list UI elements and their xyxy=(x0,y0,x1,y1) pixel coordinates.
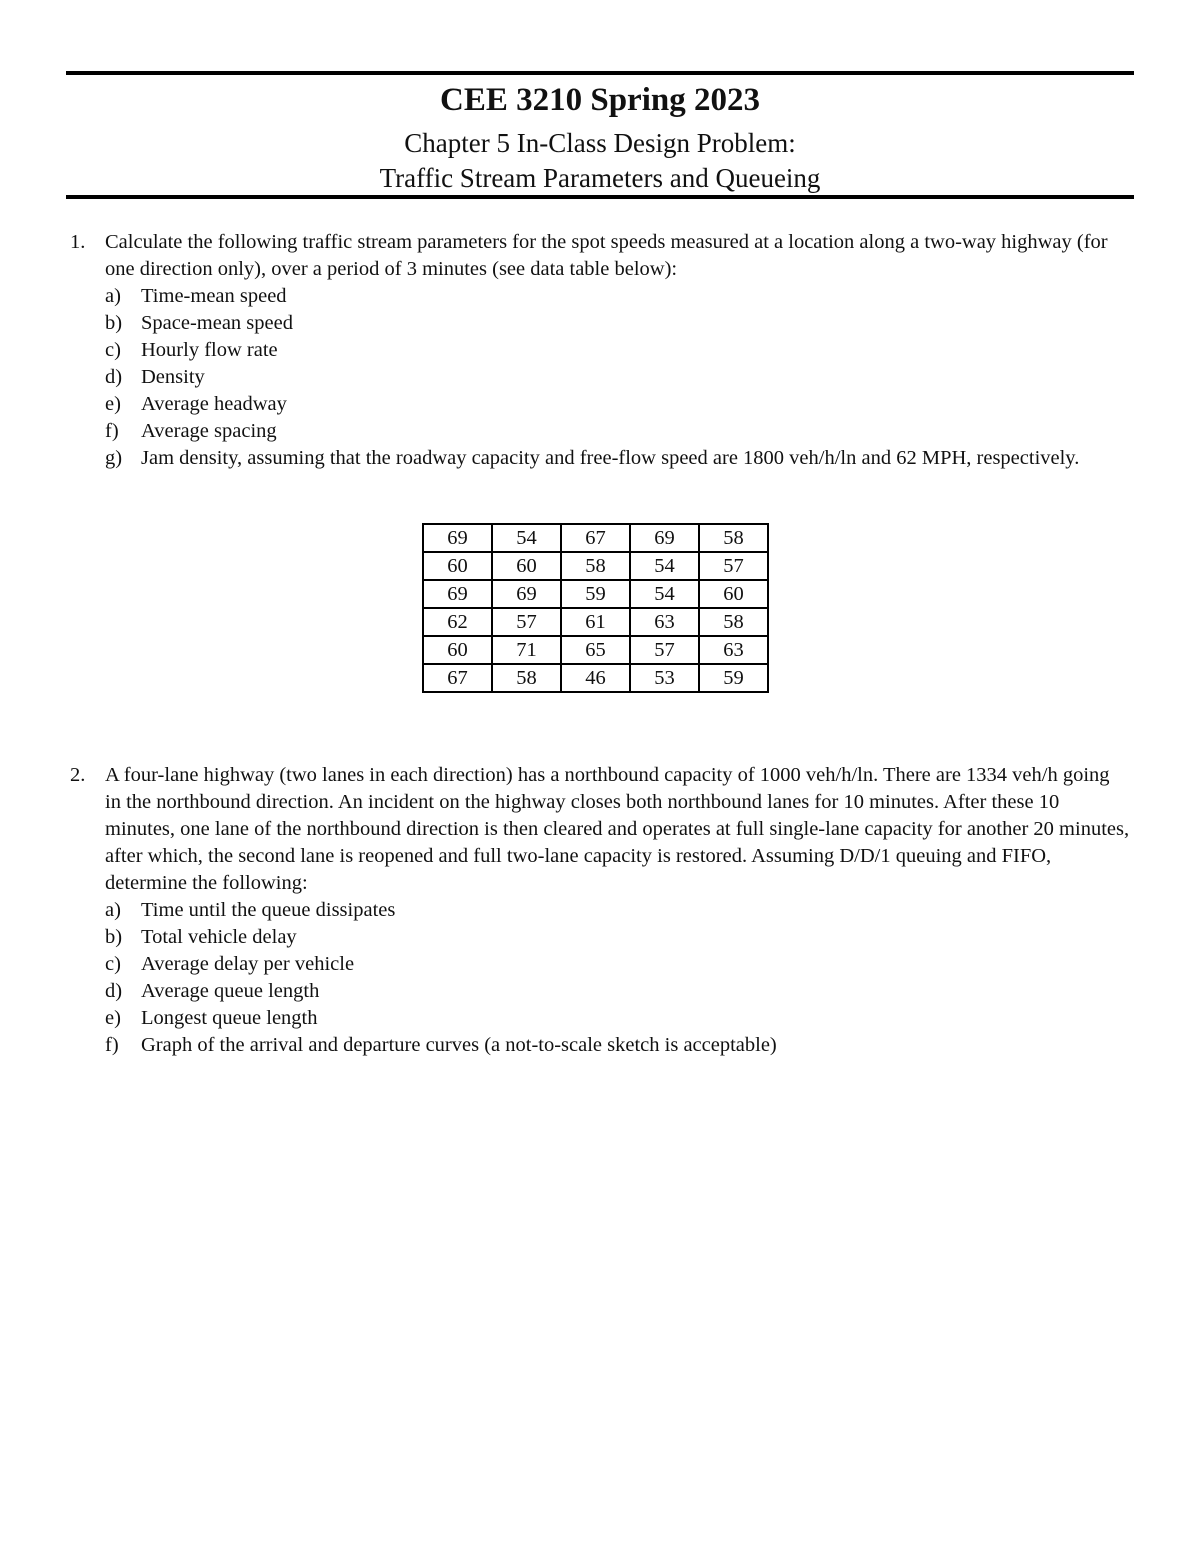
table-cell: 60 xyxy=(423,552,492,580)
table-cell: 69 xyxy=(630,524,699,552)
part-text: Time-mean speed xyxy=(141,285,287,307)
table-cell: 63 xyxy=(699,636,768,664)
table-cell: 60 xyxy=(423,636,492,664)
table-cell: 58 xyxy=(492,664,561,692)
table-cell: 65 xyxy=(561,636,630,664)
part-letter: a) xyxy=(105,899,121,921)
problem-1 xyxy=(70,229,1130,472)
part-text: Average queue length xyxy=(141,980,320,1002)
list-item xyxy=(105,897,1130,924)
part-text: Graph of the arrival and departure curves (a not-to-scale sketch is acceptable) xyxy=(141,1034,777,1056)
part-letter: c) xyxy=(105,953,121,975)
table-cell: 54 xyxy=(630,552,699,580)
problem-statement: A four-lane highway (two lanes in each direction) has a northbound capacity of 1000 veh/h/ln. There are 1334 veh/h going in the northbound direction. An incident on the highway closes both northbound lanes for 10 minutes. After these 10 minutes, one lane of the northbound direction is then cleared and operates at full single-lane capacity for another 20 minutes, after which, the second lane is reopened and full two-lane capacity is restored. Assuming D/D/1 queuing and FIFO, determine the following: xyxy=(105,764,1130,894)
header-top-rule xyxy=(66,71,1134,75)
problem-number: 2. xyxy=(70,764,86,786)
table-row xyxy=(423,524,768,552)
table-row xyxy=(423,664,768,692)
table-cell: 67 xyxy=(423,664,492,692)
table-cell: 60 xyxy=(699,580,768,608)
part-text: Hourly flow rate xyxy=(141,339,278,361)
table-cell: 58 xyxy=(699,608,768,636)
subtitle-line-1: Chapter 5 In-Class Design Problem: xyxy=(404,128,796,158)
part-text: Average spacing xyxy=(141,420,277,442)
list-item xyxy=(105,924,1130,951)
table-row xyxy=(423,636,768,664)
problem-parts xyxy=(105,283,1130,472)
list-item xyxy=(105,951,1130,978)
list-item xyxy=(105,391,1130,418)
list-item xyxy=(105,364,1130,391)
part-letter: c) xyxy=(105,339,121,361)
list-item xyxy=(105,337,1130,364)
table-cell: 69 xyxy=(492,580,561,608)
list-item xyxy=(105,283,1130,310)
problem-statement: Calculate the following traffic stream parameters for the spot speeds measured at a location along a two-way highway (for one direction only), over a period of 3 minutes (see data table below): xyxy=(105,231,1108,280)
part-letter: f) xyxy=(105,420,119,442)
part-letter: d) xyxy=(105,980,123,1002)
part-text: Average delay per vehicle xyxy=(141,953,355,975)
part-text: Time until the queue dissipates xyxy=(141,899,396,921)
table-cell: 58 xyxy=(561,552,630,580)
part-letter: d) xyxy=(105,366,123,388)
list-item xyxy=(105,1005,1130,1032)
part-letter: b) xyxy=(105,926,123,948)
part-text: Total vehicle delay xyxy=(141,926,297,948)
part-text: Jam density, assuming that the roadway capacity and free-flow speed are 1800 veh/h/ln and 62 MPH, respectively. xyxy=(141,447,1080,469)
list-item xyxy=(105,978,1130,1005)
table-cell: 67 xyxy=(561,524,630,552)
table-cell: 58 xyxy=(699,524,768,552)
part-letter: e) xyxy=(105,1007,121,1029)
table-cell: 53 xyxy=(630,664,699,692)
part-letter: b) xyxy=(105,312,123,334)
problem-parts xyxy=(105,897,1130,1059)
part-letter: g) xyxy=(105,447,123,469)
list-item xyxy=(105,310,1130,337)
course-title: CEE 3210 Spring 2023 xyxy=(440,82,760,118)
problem-number: 1. xyxy=(70,231,86,253)
problem-2 xyxy=(70,762,1130,1059)
subtitle-line-2: Traffic Stream Parameters and Queueing xyxy=(379,163,821,193)
table-cell: 57 xyxy=(699,552,768,580)
table-cell: 59 xyxy=(561,580,630,608)
part-letter: f) xyxy=(105,1034,119,1056)
part-letter: a) xyxy=(105,285,121,307)
list-item xyxy=(105,445,1130,472)
table-row xyxy=(423,580,768,608)
part-text: Density xyxy=(141,366,205,388)
table-cell: 62 xyxy=(423,608,492,636)
list-item xyxy=(105,418,1130,445)
part-letter: e) xyxy=(105,393,121,415)
table-cell: 57 xyxy=(630,636,699,664)
table-cell: 54 xyxy=(630,580,699,608)
table-row xyxy=(423,608,768,636)
table-cell: 63 xyxy=(630,608,699,636)
part-text: Longest queue length xyxy=(141,1007,318,1029)
table-row xyxy=(423,552,768,580)
spot-speed-table xyxy=(422,523,769,693)
table-cell: 59 xyxy=(699,664,768,692)
part-text: Space-mean speed xyxy=(141,312,293,334)
part-text: Average headway xyxy=(141,393,287,415)
table-cell: 61 xyxy=(561,608,630,636)
header-bottom-rule xyxy=(66,195,1134,199)
list-item xyxy=(105,1032,1130,1059)
table-cell: 57 xyxy=(492,608,561,636)
table-cell: 54 xyxy=(492,524,561,552)
table-cell: 71 xyxy=(492,636,561,664)
table-cell: 46 xyxy=(561,664,630,692)
table-cell: 60 xyxy=(492,552,561,580)
table-cell: 69 xyxy=(423,524,492,552)
table-cell: 69 xyxy=(423,580,492,608)
